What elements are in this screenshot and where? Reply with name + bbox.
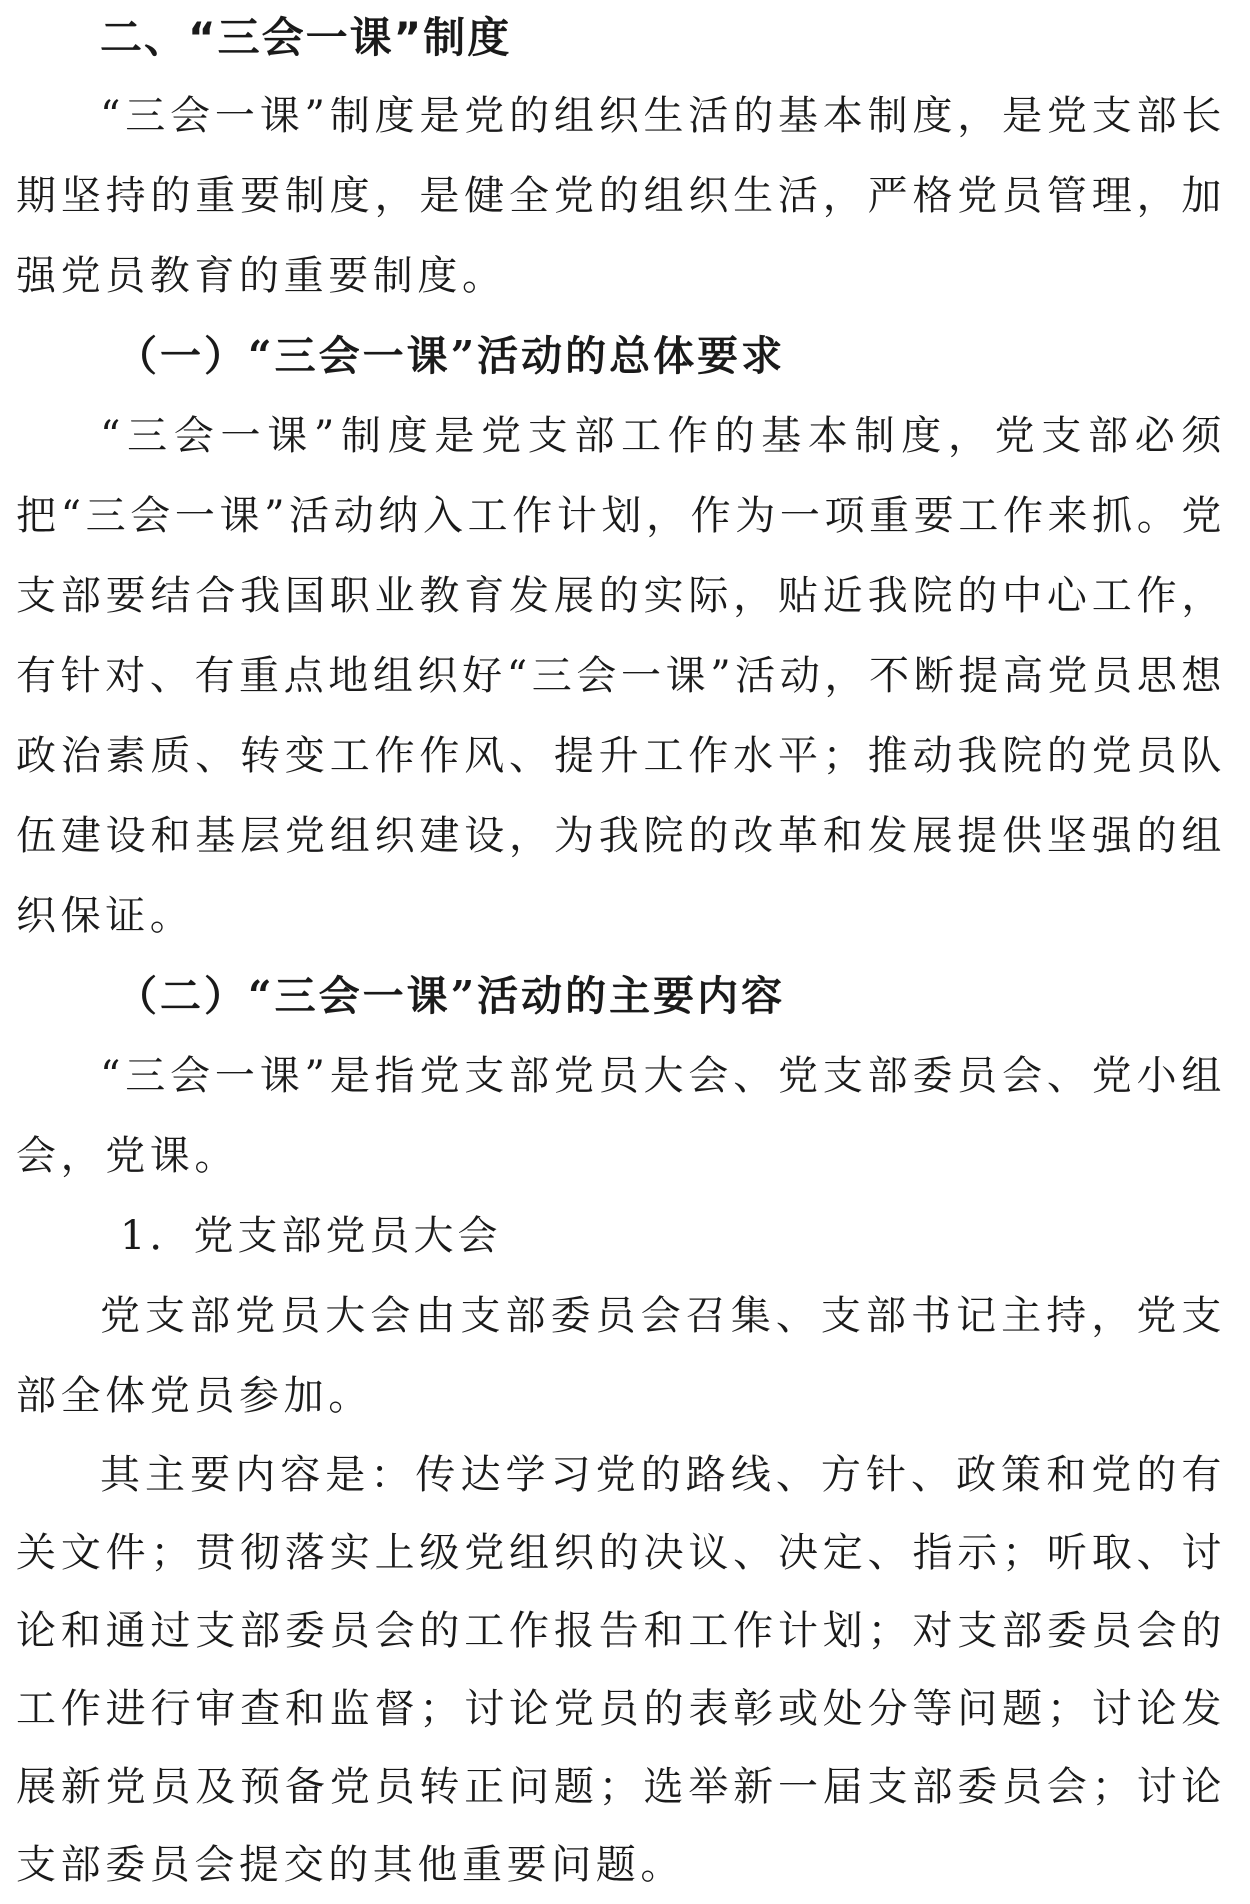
- intro-paragraph: “三会一课”制度是党的组织生活的基本制度，是党支部长期坚持的重要制度，是健全党的组织生活，严格党员管理，加强党员教育的重要制度。: [16, 93, 1226, 299]
- general-requirements-paragraph: “三会一课”制度是党支部工作的基本制度，党支部必须把“三会一课”活动纳入工作计划，作为一项重要工作来抓。党支部要结合我国职业教育发展的实际，贴近我院的中心工作，有针对、有重点地组织好“三会一课”活动，不断提高党员思想政治素质、转变工作作风、提升工作水平；推动我院的党员队伍建设和基层党组织建设，为我院的改革和发展提供坚强的组织保证。: [16, 413, 1226, 939]
- item-title-branch-members-meeting: 1．党支部党员大会: [120, 1213, 502, 1259]
- section-heading: 二、“三会一课”制度: [100, 13, 512, 62]
- members-meeting-content-paragraph: 其主要内容是：传达学习党的路线、方针、政策和党的有关文件；贯彻落实上级党组织的决议、决定、指示；听取、讨论和通过支部委员会的工作报告和工作计划；对支部委员会的工作进行审查和监督；讨论党员的表彰或处分等问题；讨论发展新党员及预备党员转正问题；选举新一届支部委员会；讨论支部委员会提交的其他重要问题。: [16, 1452, 1226, 1888]
- main-content-paragraph: “三会一课”是指党支部党员大会、党支部委员会、党小组会，党课。: [16, 1053, 1226, 1179]
- members-meeting-paragraph: 党支部党员大会由支部委员会召集、支部书记主持，党支部全体党员参加。: [16, 1293, 1226, 1419]
- sub-heading-main-content: （二）“三会一课”活动的主要内容: [116, 972, 786, 1020]
- sub-heading-general-requirements: （一）“三会一课”活动的总体要求: [116, 332, 786, 380]
- document-page: [16, 0, 1226, 1904]
